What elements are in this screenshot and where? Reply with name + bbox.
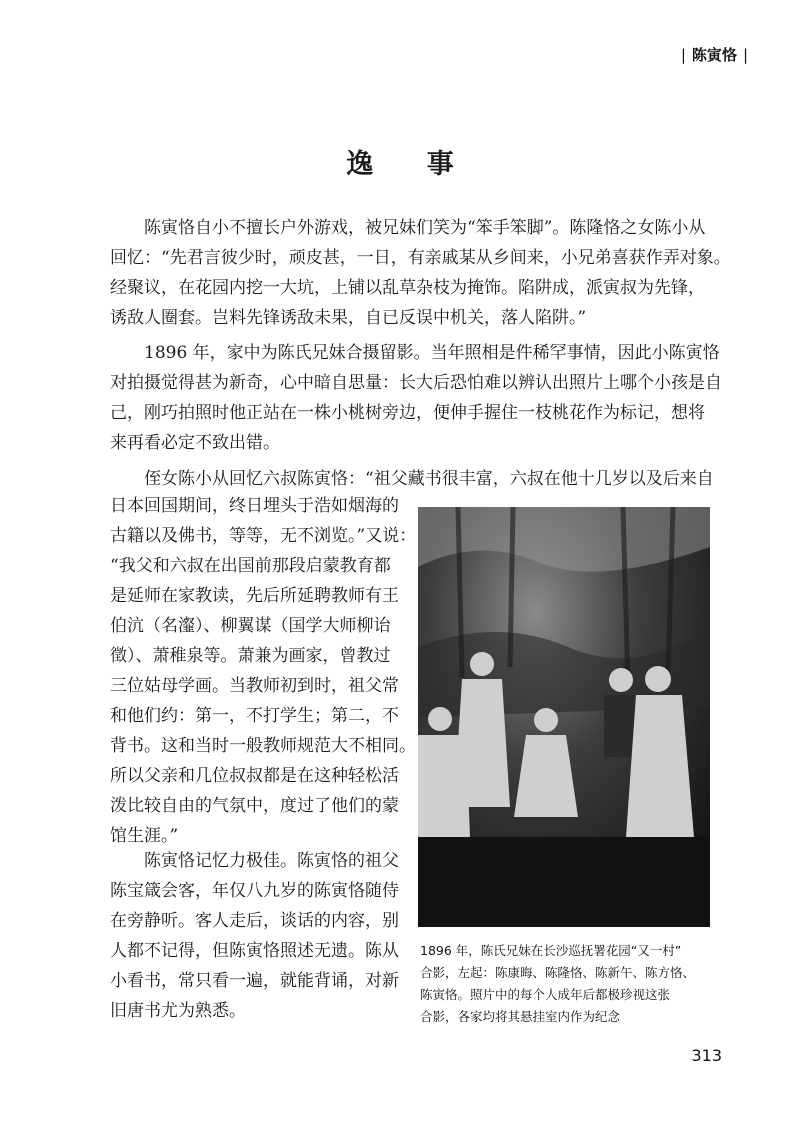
photo-caption bbox=[420, 940, 720, 1028]
text-line: 三位姑母学画。当教师初到时，祖父常 bbox=[110, 676, 399, 696]
text-line: 徵）、萧稚泉等。萧兼为画家，曾教过 bbox=[110, 646, 391, 666]
text-line: 经聚议，在花园内挖一大坑，上铺以乱草杂枝为掩饰。陷阱成，派寅叔为先锋， bbox=[110, 278, 705, 298]
page-number: 313 bbox=[691, 1046, 722, 1065]
text-line: 陈宝箴会客，年仅八九岁的陈寅恪随侍 bbox=[110, 881, 399, 901]
text-line: 陈寅恪记忆力极佳。陈寅恪的祖父 bbox=[144, 851, 399, 871]
text-line: 己，刚巧拍照时他正站在一株小桃树旁边，便伸手握住一枝桃花作为标记，想将 bbox=[110, 403, 705, 423]
text-line: 诱敌人圈套。岂料先锋诱敌未果，自已反误中机关，落人陷阱。” bbox=[110, 308, 587, 328]
text-line: “我父和六叔在出国前那段启蒙教育都 bbox=[110, 556, 391, 576]
text-line: 陈寅恪自小不擅长户外游戏，被兄妹们笑为“笨手笨脚”。陈隆恪之女陈小从 bbox=[144, 218, 706, 238]
running-header: | 陈寅恪 | bbox=[680, 46, 748, 64]
caption-line: 陈寅恪。照片中的每个人成年后都极珍视这张 bbox=[420, 987, 671, 1002]
caption-line: 合影，左起：陈康晦、陈隆恪、陈新午、陈方恪、 bbox=[420, 965, 696, 980]
section-title: 陈寅恪 bbox=[691, 46, 737, 64]
caption-line: 合影，各家均将其悬挂室内作为纪念 bbox=[420, 1009, 621, 1024]
text-line: 来再看必定不致出错。 bbox=[110, 433, 280, 453]
paragraph-3-continued bbox=[110, 491, 415, 851]
text-line: 和他们约：第一，不打学生；第二，不 bbox=[110, 706, 399, 726]
text-line: 背书。这和当时一般教师规范大不相同。 bbox=[110, 736, 416, 756]
text-line: 泼比较自由的气氛中，度过了他们的蒙 bbox=[110, 796, 399, 816]
text-line: 回忆：“先君言彼少时，顽皮甚，一日，有亲戚某从乡间来，小兄弟喜获作弄对象。 bbox=[110, 248, 731, 268]
text-line: 古籍以及佛书，等等，无不浏览。”又说： bbox=[110, 526, 417, 546]
text-line: 旧唐书尤为熟悉。 bbox=[110, 1001, 246, 1021]
paragraph-2 bbox=[110, 338, 722, 458]
text-line: 伯沆（名瀣）、柳翼谋（国学大师柳诒 bbox=[110, 616, 391, 636]
text-line: 在旁静听。客人走后，谈话的内容，别 bbox=[110, 911, 399, 931]
photo-illustration bbox=[418, 507, 710, 927]
paragraph-3-first-line bbox=[110, 464, 722, 494]
text-line: 所以父亲和几位叔叔都是在这种轻松活 bbox=[110, 766, 399, 786]
text-line: 对拍摄觉得甚为新奇，心中暗自思量：长大后恐怕难以辨认出照片上哪个小孩是自 bbox=[110, 373, 722, 393]
text-line: 是延师在家教读，先后所延聘教师有王 bbox=[110, 586, 399, 606]
caption-line: 1896 年，陈氏兄妹在长沙巡抚署花园“又一村” bbox=[420, 943, 682, 958]
text-line: 馆生涯。” bbox=[110, 826, 179, 846]
text-line: 侄女陈小从回忆六叔陈寅恪：“祖父藏书很丰富，六叔在他十几岁以及后来自 bbox=[144, 469, 714, 489]
text-line: 人都不记得，但陈寅恪照述无遗。陈从 bbox=[110, 941, 399, 961]
chapter-title: 逸 事 bbox=[346, 149, 476, 180]
text-line: 日本回国期间，终日埋头于浩如烟海的 bbox=[110, 496, 399, 516]
paragraph-4 bbox=[110, 846, 415, 1026]
paragraph-1 bbox=[110, 213, 731, 333]
text-line: 1896 年，家中为陈氏兄妹合摄留影。当年照相是件稀罕事情，因此小陈寅恪 bbox=[144, 343, 720, 363]
text-line: 小看书，常只看一遍，就能背诵，对新 bbox=[110, 971, 399, 991]
historical-family-photo bbox=[418, 507, 710, 927]
